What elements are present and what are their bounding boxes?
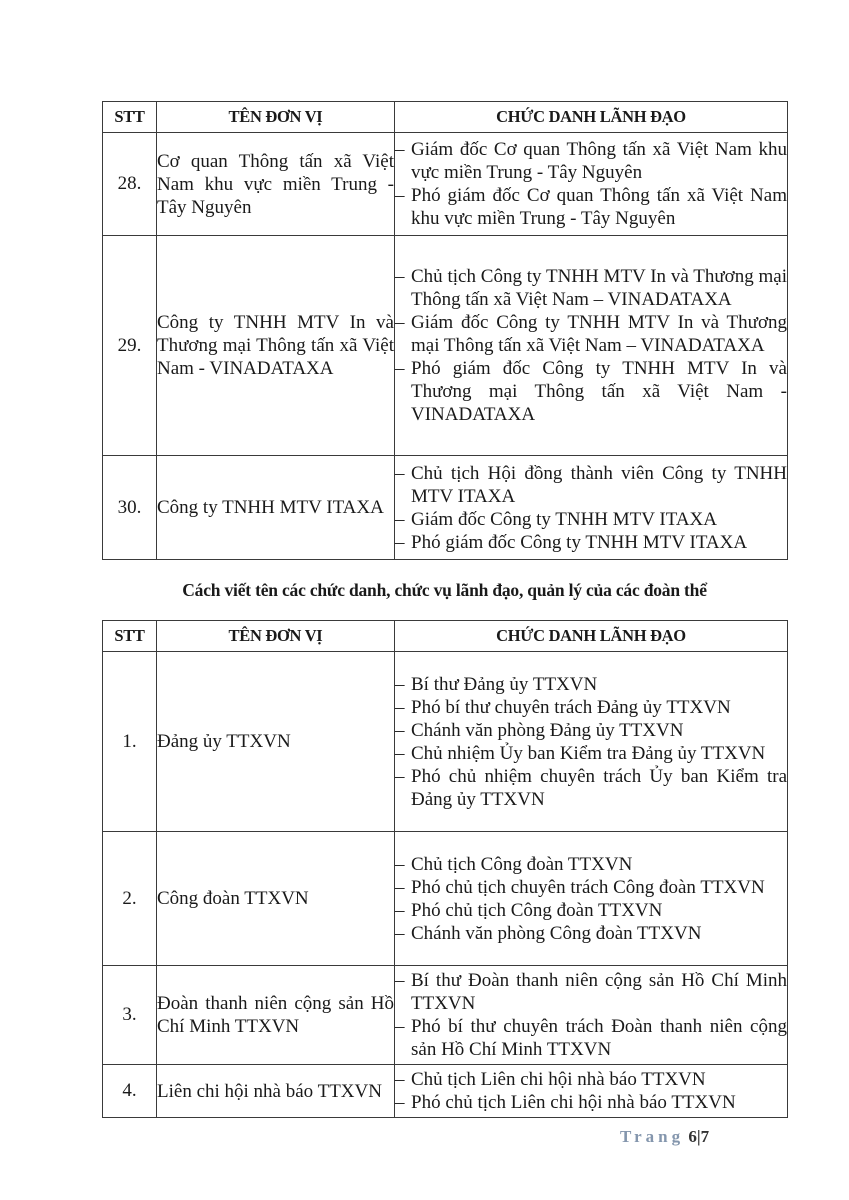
page-number: 6 <box>688 1127 697 1146</box>
role-item <box>395 462 787 508</box>
dash-bullet-icon: – <box>395 673 405 695</box>
row-stt: 28. <box>103 133 157 236</box>
row-roles <box>395 133 788 236</box>
row-roles <box>395 652 788 832</box>
row-stt: 29. <box>103 236 157 456</box>
row-stt: 30. <box>103 456 157 560</box>
row-roles <box>395 966 788 1065</box>
dash-bullet-icon: – <box>395 358 405 379</box>
role-title: Bí thư Đoàn thanh niên cộng sản Hồ Chí Minh TTXVN <box>411 970 787 1014</box>
role-title: Chủ nhiệm Ủy ban Kiểm tra Đảng ủy TTXVN <box>411 742 766 764</box>
table-row <box>103 832 788 966</box>
row-roles <box>395 832 788 966</box>
role-title: Phó chủ tịch Liên chi hội nhà báo TTXVN <box>411 1092 736 1113</box>
table-header-row <box>103 621 788 652</box>
role-title: Giám đốc Công ty TNHH MTV In và Thương mại Thông tấn xã Việt Nam – VINADATAXA <box>411 312 787 356</box>
table2-body <box>103 652 788 1118</box>
role-item <box>395 311 787 357</box>
role-title: Phó giám đốc Cơ quan Thông tấn xã Việt Nam khu vực miền Trung - Tây Nguyên <box>411 185 787 229</box>
dash-bullet-icon: – <box>395 139 405 160</box>
page-separator: | <box>696 1127 701 1146</box>
header-stt: STT <box>103 621 157 652</box>
table-row <box>103 966 788 1065</box>
header-stt: STT <box>103 102 157 133</box>
role-item <box>395 184 787 230</box>
role-title: Giám đốc Công ty TNHH MTV ITAXA <box>411 508 717 530</box>
header-unit: TÊN ĐƠN VỊ <box>157 621 395 652</box>
role-item <box>395 265 787 311</box>
role-item <box>395 1091 787 1114</box>
row-stt: 4. <box>103 1065 157 1118</box>
role-item <box>395 876 787 899</box>
table-row <box>103 236 788 456</box>
role-title: Chánh văn phòng Đảng ủy TTXVN <box>411 719 684 741</box>
role-title: Chủ tịch Liên chi hội nhà báo TTXVN <box>411 1069 706 1090</box>
role-item <box>395 1015 787 1061</box>
leadership-titles-table-unions <box>102 620 788 1118</box>
dash-bullet-icon: – <box>395 853 405 875</box>
role-item <box>395 138 787 184</box>
role-title: Chánh văn phòng Công đoàn TTXVN <box>411 922 702 944</box>
dash-bullet-icon: – <box>395 1016 405 1037</box>
dash-bullet-icon: – <box>395 719 405 741</box>
dash-bullet-icon: – <box>395 899 405 921</box>
role-title: Bí thư Đảng ủy TTXVN <box>411 673 598 695</box>
dash-bullet-icon: – <box>395 266 405 287</box>
dash-bullet-icon: – <box>395 1092 405 1113</box>
role-title: Chủ tịch Công ty TNHH MTV In và Thương mại Thông tấn xã Việt Nam – VINADATAXA <box>411 266 787 310</box>
role-item <box>395 719 787 742</box>
role-title: Phó bí thư chuyên trách Đoàn thanh niên cộng sản Hồ Chí Minh TTXVN <box>411 1016 787 1060</box>
row-roles <box>395 456 788 560</box>
table-row <box>103 652 788 832</box>
row-stt: 3. <box>103 966 157 1065</box>
role-title: Phó bí thư chuyên trách Đảng ủy TTXVN <box>411 696 731 718</box>
role-title: Giám đốc Cơ quan Thông tấn xã Việt Nam khu vực miền Trung - Tây Nguyên <box>411 139 787 183</box>
role-title: Chủ tịch Công đoàn TTXVN <box>411 853 633 875</box>
table-row <box>103 133 788 236</box>
section-title: Cách viết tên các chức danh, chức vụ lãnh đạo, quản lý của các đoàn thể <box>182 580 707 600</box>
role-item <box>395 899 787 922</box>
dash-bullet-icon: – <box>395 876 405 898</box>
dash-bullet-icon: – <box>395 462 405 484</box>
dash-bullet-icon: – <box>395 970 405 991</box>
row-stt: 2. <box>103 832 157 966</box>
role-title: Chủ tịch Hội đồng thành viên Công ty TNHH MTV ITAXA <box>411 462 787 507</box>
role-title: Phó chủ tịch chuyên trách Công đoàn TTXVN <box>411 876 765 898</box>
row-unit-name: Cơ quan Thông tấn xã Việt Nam khu vực miền Trung - Tây Nguyên <box>157 133 395 236</box>
row-roles <box>395 236 788 456</box>
table-row <box>103 456 788 560</box>
row-unit-name: Đảng ủy TTXVN <box>157 652 395 832</box>
role-title: Phó chủ tịch Công đoàn TTXVN <box>411 899 663 921</box>
row-unit-name: Công ty TNHH MTV In và Thương mại Thông tấn xã Việt Nam - VINADATAXA <box>157 236 395 456</box>
role-item <box>395 696 787 719</box>
role-item <box>395 357 787 426</box>
role-title: Phó giám đốc Công ty TNHH MTV In và Thương mại Thông tấn xã Việt Nam - VINADATAXA <box>411 358 787 425</box>
header-unit: TÊN ĐƠN VỊ <box>157 102 395 133</box>
header-role: CHỨC DANH LÃNH ĐẠO <box>395 102 788 133</box>
role-title: Phó chủ nhiệm chuyên trách Ủy ban Kiểm tra Đảng ủy TTXVN <box>411 765 787 810</box>
dash-bullet-icon: – <box>395 1069 405 1090</box>
table-header-row <box>103 102 788 133</box>
role-item <box>395 969 787 1015</box>
row-unit-name: Liên chi hội nhà báo TTXVN <box>157 1065 395 1118</box>
dash-bullet-icon: – <box>395 696 405 718</box>
header-role: CHỨC DANH LÃNH ĐẠO <box>395 621 788 652</box>
role-title: Phó giám đốc Công ty TNHH MTV ITAXA <box>411 531 748 553</box>
dash-bullet-icon: – <box>395 765 405 787</box>
role-item <box>395 531 787 554</box>
row-unit-name: Công đoàn TTXVN <box>157 832 395 966</box>
role-item <box>395 853 787 876</box>
dash-bullet-icon: – <box>395 922 405 944</box>
role-item <box>395 742 787 765</box>
dash-bullet-icon: – <box>395 508 405 530</box>
row-unit-name: Đoàn thanh niên cộng sản Hồ Chí Minh TTXVN <box>157 966 395 1065</box>
role-item <box>395 1068 787 1091</box>
row-stt: 1. <box>103 652 157 832</box>
role-item <box>395 673 787 696</box>
table1-body <box>103 133 788 560</box>
dash-bullet-icon: – <box>395 742 405 764</box>
dash-bullet-icon: – <box>395 312 405 333</box>
page-total: 7 <box>700 1127 710 1146</box>
role-item <box>395 922 787 945</box>
dash-bullet-icon: – <box>395 185 405 206</box>
role-item <box>395 765 787 811</box>
dash-bullet-icon: – <box>395 531 405 553</box>
role-item <box>395 508 787 531</box>
table-row <box>103 1065 788 1118</box>
row-unit-name: Công ty TNHH MTV ITAXA <box>157 456 395 560</box>
leadership-titles-table-units <box>102 101 788 560</box>
page-footer <box>620 1127 709 1147</box>
row-roles <box>395 1065 788 1118</box>
page-label: Trang <box>620 1127 685 1146</box>
